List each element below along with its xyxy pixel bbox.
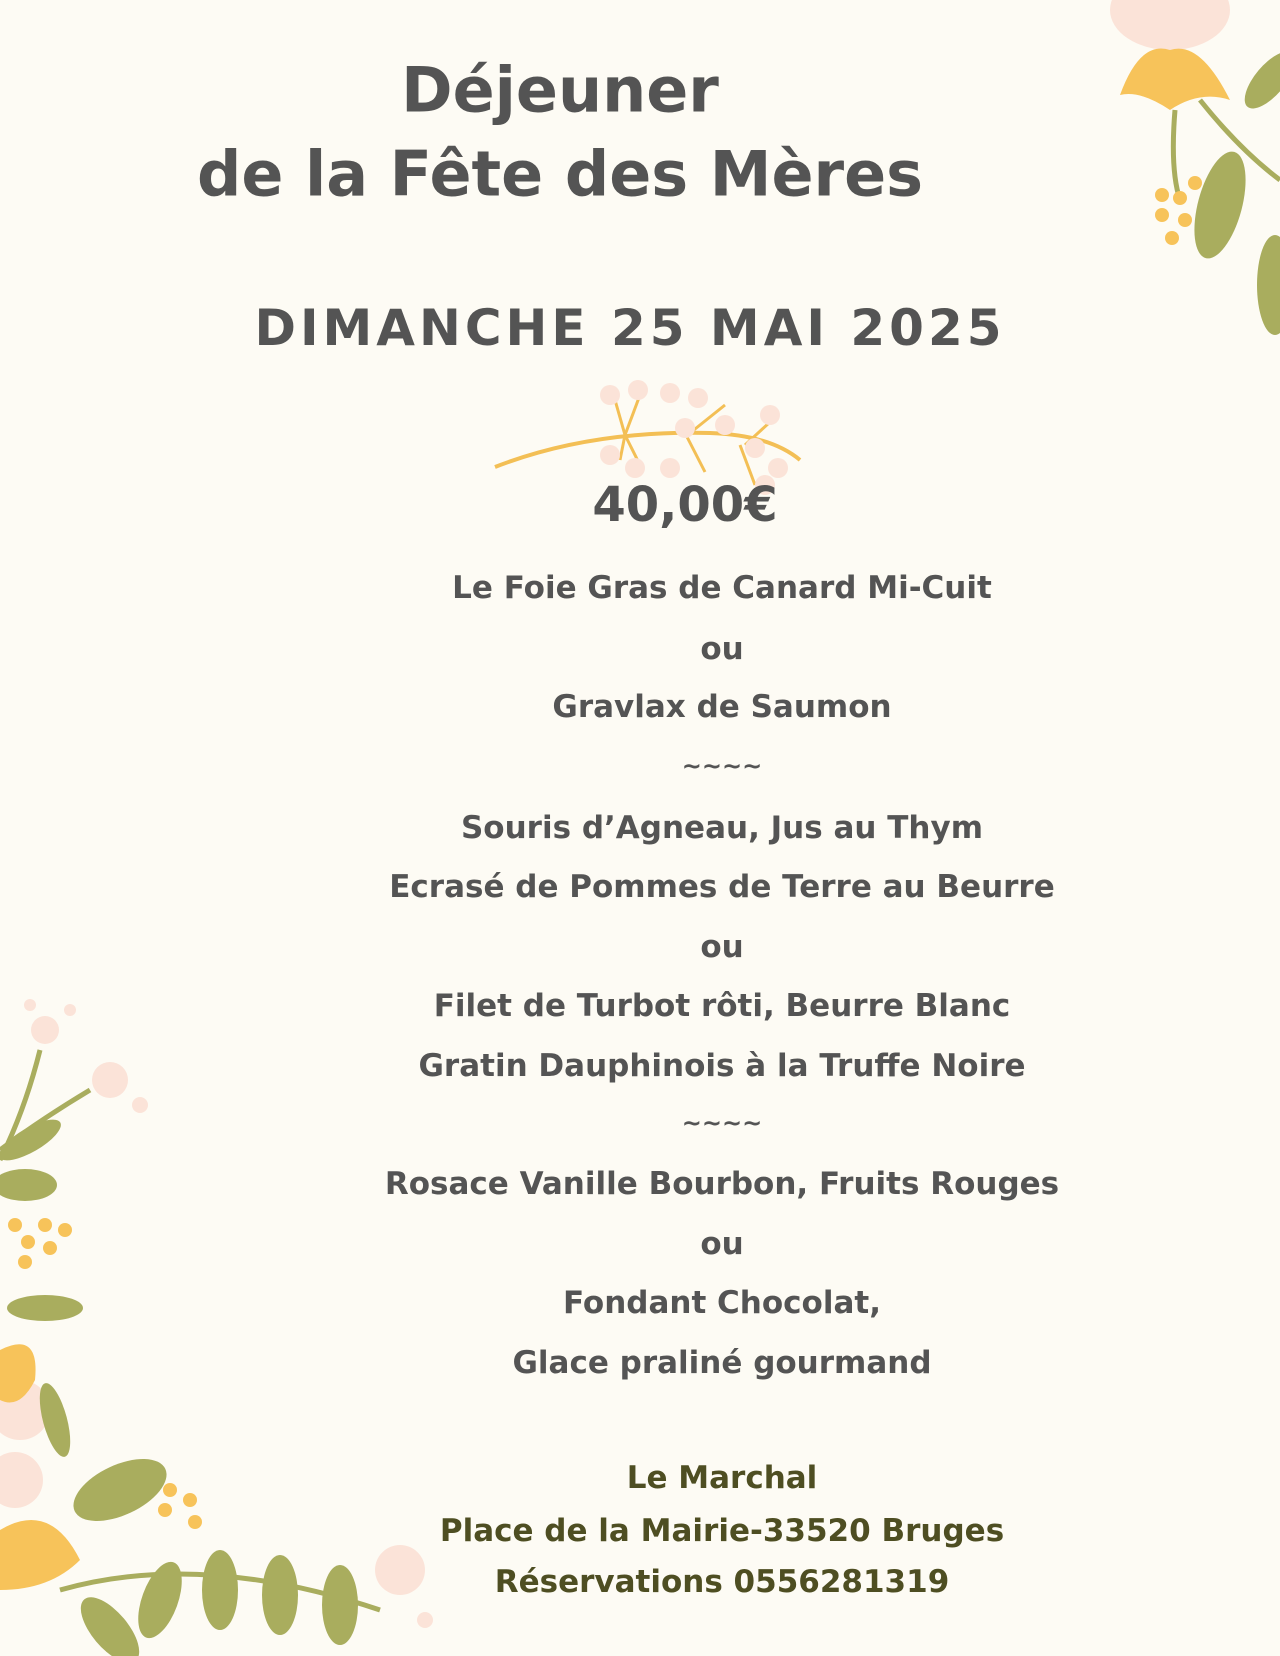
menu-item: Rosace Vanille Bourbon, Fruits Rouges [384,1166,1060,1202]
restaurant-name: Le Marchal [626,1460,818,1496]
title-line-2: de la Fête des Mères [196,137,924,211]
menu-item: Filet de Turbot rôti, Beurre Blanc [433,988,1011,1024]
menu-course-divider: ~~~~ [681,752,763,780]
menu-course-divider: ~~~~ [681,1109,763,1137]
menu-item: Gratin Dauphinois à la Truffe Noire [418,1048,1026,1084]
floral-decoration-bottom-left-icon [0,990,440,1656]
menu-item: Le Foie Gras de Canard Mi-Cuit [452,570,992,606]
menu-separator-or: ou [700,631,744,667]
menu-item: Souris d’Agneau, Jus au Thym [460,810,983,846]
menu-item: Glace praliné gourmand [512,1345,932,1381]
menu-item: Gravlax de Saumon [552,689,892,725]
restaurant-address: Place de la Mairie-33520 Bruges [439,1513,1005,1549]
event-date: DIMANCHE 25 MAI 2025 [254,299,1006,357]
menu-item: Fondant Chocolat, [562,1285,881,1321]
menu-separator-or: ou [700,929,744,965]
menu-item: Ecrasé de Pommes de Terre au Beurre [389,869,1055,905]
title-line-1: Déjeuner [401,53,719,127]
menu-separator-or: ou [700,1226,744,1262]
reservation-phone: Réservations 0556281319 [494,1564,950,1600]
price: 40,00€ [592,477,778,533]
